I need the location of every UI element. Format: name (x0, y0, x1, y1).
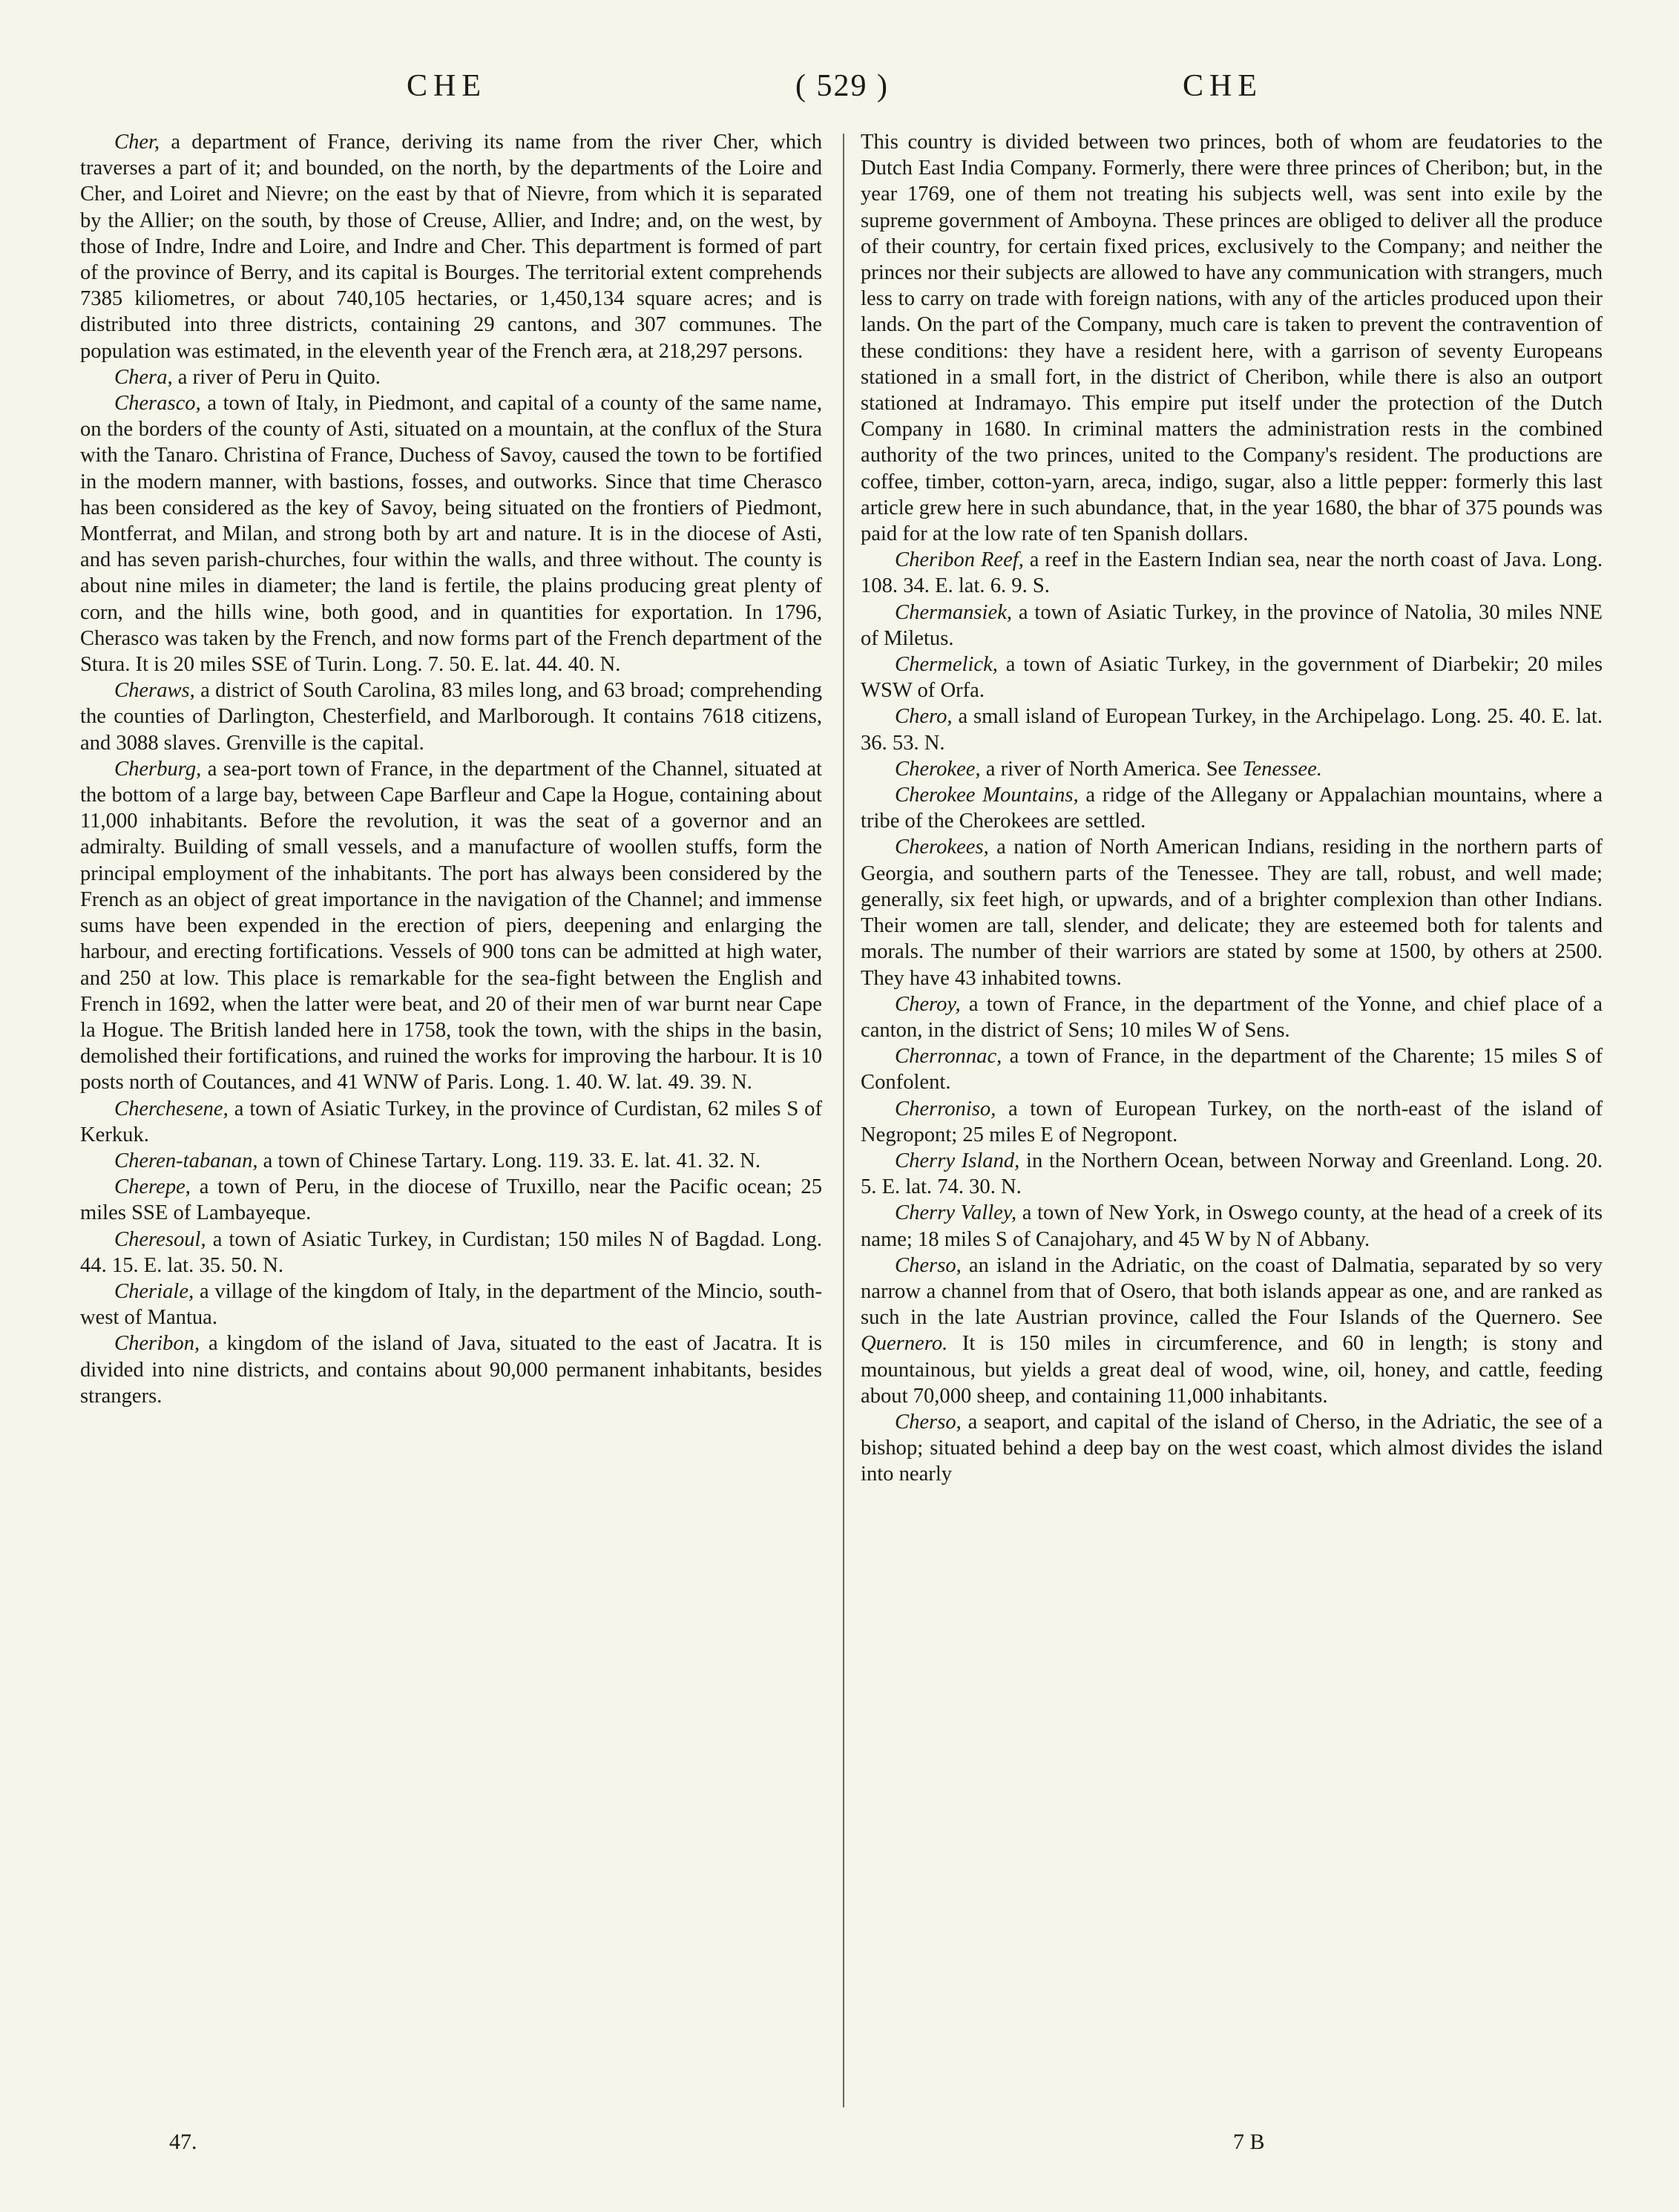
entry-definition: a nation of North American Indians, residing in the northern parts of Georgia, and southern parts of the Tenessee. They are tall, robust, and well made; generally, six feet high, or upwards, and of a brighter complexion than other Indians. Their women are tall, slender, and delicate; they are esteemed both for talents and morals. The number of their warriors are stated by some at 1500, by others at 2500. They have 43 inhabited towns. (861, 836, 1603, 990)
dictionary-entry (861, 547, 1603, 599)
entry-term: Cheribon, (114, 1332, 200, 1356)
entry-definition: a small island of European Turkey, in the Archipelago. Long. 25. 40. E. lat. 36. 53. N. (861, 705, 1603, 755)
entry-term: Cherasco, (114, 392, 201, 416)
entry-term: Cheribon Reef, (895, 548, 1024, 572)
entry-term: Cheresoul, (114, 1227, 206, 1251)
dictionary-entry (861, 703, 1603, 755)
left-column (80, 129, 822, 1409)
dictionary-entry (861, 991, 1603, 1043)
entry-term: Chermelick, (895, 653, 998, 677)
cross-reference: Quernero. (861, 1332, 948, 1356)
page-number: ( 529 ) (795, 69, 889, 103)
dictionary-entry (861, 1096, 1603, 1148)
entry-term: Cherchesene, (114, 1097, 229, 1120)
dictionary-entry (861, 1253, 1603, 1409)
signature-mark-right: 7 B (1233, 2130, 1265, 2154)
cross-reference: Tenessee. (1242, 757, 1322, 781)
dictionary-entry (80, 1330, 822, 1409)
entry-definition: a kingdom of the island of Java, situated to the east of Jacatra. It is divided into nine districts, and contains about 90,000 permanent inhabitants, besides strangers. (80, 1332, 822, 1408)
entry-term: Cherso, (895, 1410, 962, 1434)
page-header (0, 68, 1679, 128)
entry-definition: a town of Chinese Tartary. Long. 119. 33. E. lat. 41. 32. N. (257, 1149, 761, 1172)
entry-definition: a town of France, in the department of the Yonne, and chief place of a canton, in the district of Sens; 10 miles W of Sens. (861, 992, 1603, 1042)
entry-term: Cherokees, (895, 836, 989, 859)
right-column (861, 129, 1603, 1488)
entry-definition: a reef in the Eastern Indian sea, near the north coast of Java. Long. 108. 34. E. lat. 6. 9. S. (861, 548, 1603, 598)
entry-term: Cherokee Mountains, (895, 784, 1079, 807)
entry-term: Cheraws, (114, 679, 195, 703)
entry-term: Chermansiek, (895, 600, 1013, 624)
dictionary-entry (80, 1227, 822, 1279)
running-head-left: CHE (407, 69, 487, 103)
dictionary-entry (861, 652, 1603, 703)
entry-term: Cherry Island, (895, 1149, 1020, 1172)
entry-definition: an island in the Adriatic, on the coast of Dalmatia, separated by so very narrow a channel from that of Osero, that both islands appear as one, and are ranked as such in the late Austrian province, called the Four Islands of the Quernero. See (861, 1253, 1603, 1330)
entry-term: Cheren-tabanan, (114, 1149, 258, 1172)
column-divider (843, 134, 844, 2107)
entry-definition: a town of Asiatic Turkey, in Curdistan; 150 miles N of Bagdad. Long. 44. 15. E. lat. 35. 50. N. (80, 1227, 822, 1277)
dictionary-entry (861, 1409, 1603, 1488)
dictionary-entry (861, 756, 1603, 782)
dictionary-entry (861, 1043, 1603, 1095)
dictionary-entry (80, 677, 822, 756)
dictionary-entry (80, 1148, 822, 1174)
entry-definition: a town of Asiatic Turkey, in the province of Curdistan, 62 miles S of Kerkuk. (80, 1097, 822, 1146)
entry-definition: a town of France, in the department of the Charente; 15 miles S of Confolent. (861, 1045, 1603, 1094)
dictionary-entry (861, 834, 1603, 991)
entry-term: Cheroy, (895, 992, 961, 1016)
dictionary-entry (80, 1174, 822, 1226)
entry-term: Cherso, (895, 1253, 962, 1277)
dictionary-entry (80, 390, 822, 677)
entry-term: Cherronnac, (895, 1045, 1002, 1069)
running-head-right: CHE (1183, 69, 1263, 103)
entry-definition: a town of New York, in Oswego county, at the head of a creek of its name; 18 miles S of Canajohary, and 45 W by N of Abbany. (861, 1201, 1603, 1251)
entry-definition: a town of Asiatic Turkey, in the government of Diarbekir; 20 miles WSW of Orfa. (861, 653, 1603, 703)
dictionary-entry (80, 756, 822, 1096)
dictionary-entry (80, 364, 822, 390)
entry-definition: a town of Italy, in Piedmont, and capital of a county of the same name, on the borders of the county of Asti, situated on a mountain, at the conflux of the Stura with the Tanaro. Christina of France, Duchess of Savoy, caused the town to be fortified in the modern manner, with bastions, fosses, and outworks. Since that time Cherasco has been considered as the key of Savoy, being situated on the frontiers of Piedmont, Montferrat, and Milan, and strong both by art and nature. It is in the diocese of Asti, and has seven parish-churches, four within the walls, and three without. The county is about nine miles in diameter; the land is fertile, the plains producing great plenty of corn, and the hills wine, both good, and in quantities for exportation. In 1796, Cherasco was taken by the French, and now forms part of the French department of the Stura. It is 20 miles SSE of Turin. Long. 7. 50. E. lat. 44. 40. N. (80, 392, 822, 677)
entry-term: Chera, (114, 365, 173, 389)
entry-definition: a river of North America. See (980, 757, 1243, 781)
dictionary-entry (861, 782, 1603, 834)
entry-definition: a town of Asiatic Turkey, in the province of Natolia, 30 miles NNE of Miletus. (861, 600, 1603, 650)
entry-definition: a river of Peru in Quito. (172, 365, 381, 389)
entry-definition-continued: It is 150 miles in circumference, and 60 in length; is stony and mountainous, but yields a great deal of wood, wine, oil, honey, and cattle, feeding about 70,000 sheep, and containing 11,000 inhabitants. (861, 1332, 1603, 1408)
entry-definition: a town of Peru, in the diocese of Truxillo, near the Pacific ocean; 25 miles SSE of Lambayeque. (80, 1175, 822, 1225)
entry-definition: in the Northern Ocean, between Norway and Greenland. Long. 20. 5. E. lat. 74. 30. N. (861, 1149, 1603, 1199)
entry-definition: a district of South Carolina, 83 miles long, and 63 broad; comprehending the counties of Darlington, Chesterfield, and Marlborough. It contains 7618 citizens, and 3088 slaves. Grenville is the capital. (80, 679, 822, 755)
entry-definition: a ridge of the Allegany or Appalachian mountains, where a tribe of the Cherokees are settled. (861, 784, 1603, 833)
entry-definition: a department of France, deriving its name from the river Cher, which traverses a part of it; and bounded, on the north, by the departments of the Loire and Cher, and Loiret and Nievre; on the east by that of Nievre, from which it is separated by the Allier; on the south, by those of Creuse, Allier, and Indre; and, on the west, by those of Indre, Indre and Loire, and Indre and Cher. This department is formed of part of the province of Berry, and its capital is Bourges. The territorial extent comprehends 7385 kiliometres, or about 740,105 hectaries, or 1,450,134 square acres; and is distributed into three districts, containing 29 cantons, and 307 communes. The population was estimated, in the eleventh year of the French æra, at 218,297 persons. (80, 131, 822, 363)
entry-definition: a sea-port town of France, in the department of the Channel, situated at the bottom of a large bay, between Cape Barfleur and Cape la Hogue, containing about 11,000 inhabitants. Before the revolution, it was the seat of a governor and an admiralty. Building of small vessels, and a manufacture of woollen stuffs, form the principal employment of the inhabitants. The port has always been considered by the French as an object of great importance in the navigation of the Channel; and immense sums have been expended in the erection of piers, deepening and enlarging the harbour, and erecting fortifications. Vessels of 900 tons can be admitted at high water, and 250 at low. This place is remarkable for the sea-fight between the English and French in 1692, when the latter were beat, and 20 of their men of war burnt near Cape la Hogue. The British landed here in 1758, took the town, with the ships in the basin, demolished their fortifications, and ruined the works for improving the harbour. It is 10 posts north of Coutances, and 41 WNW of Paris. Long. 1. 40. W. lat. 49. 39. N. (80, 757, 822, 1094)
entry-definition: a village of the kingdom of Italy, in the department of the Mincio, south-west of Mantua. (80, 1279, 822, 1330)
entry-term: Cherburg, (114, 757, 202, 781)
entry-term: Cheriale, (114, 1279, 194, 1303)
dictionary-entry (861, 1148, 1603, 1200)
entry-definition: a seaport, and capital of the island of Cherso, in the Adriatic, the see of a bishop; situated behind a deep bay on the west coast, which almost divides the island into nearly (861, 1410, 1603, 1486)
entry-term: Cherepe, (114, 1175, 191, 1199)
continued-entry-text: This country is divided between two princes, both of whom are feudatories to the Dutch East India Company. Formerly, there were three princes of Cheribon; but, in the year 1769, one of them not treating his subjects well, was sent into exile by the supreme government of Amboyna. These princes are obliged to deliver all the produce of their country, for certain fixed prices, exclusively to the Company; and neither the princes nor their subjects are allowed to have any communication with strangers, much less to carry on trade with foreign nations, with any of the articles produced upon their lands. On the part of the Company, much care is taken to prevent the contravention of these conditions: they have a resident here, with a garrison of seventy Europeans stationed in a small fort, in the district of Cheribon, while there is also an outport stationed at Indramayo. This empire put itself under the protection of the Dutch Company in 1680. In criminal matters the administration rests in the combined authority of the two princes, united to the Company's resident. The productions are coffee, timber, cotton-yarn, areca, indigo, sugar, also a little pepper: formerly this last article grew here in such abundance, that, in the year 1680, the bhar of 375 pounds was paid for at the low rate of ten Spanish dollars. (861, 131, 1603, 546)
entry-term: Cher, (114, 131, 160, 154)
dictionary-entry (80, 1279, 822, 1330)
dictionary-entry (861, 600, 1603, 652)
entry-term: Cherroniso, (895, 1097, 996, 1120)
dictionary-entry (861, 1200, 1603, 1252)
entry-term: Cherokee, (895, 757, 981, 781)
signature-mark-left: 47. (169, 2130, 197, 2154)
entry-term: Chero, (895, 705, 953, 729)
entry-definition: a town of European Turkey, on the north-east of the island of Negropont; 25 miles E of Negropont. (861, 1097, 1603, 1146)
dictionary-entry (80, 1096, 822, 1148)
entry-term: Cherry Valley, (895, 1201, 1017, 1225)
dictionary-entry (80, 129, 822, 364)
